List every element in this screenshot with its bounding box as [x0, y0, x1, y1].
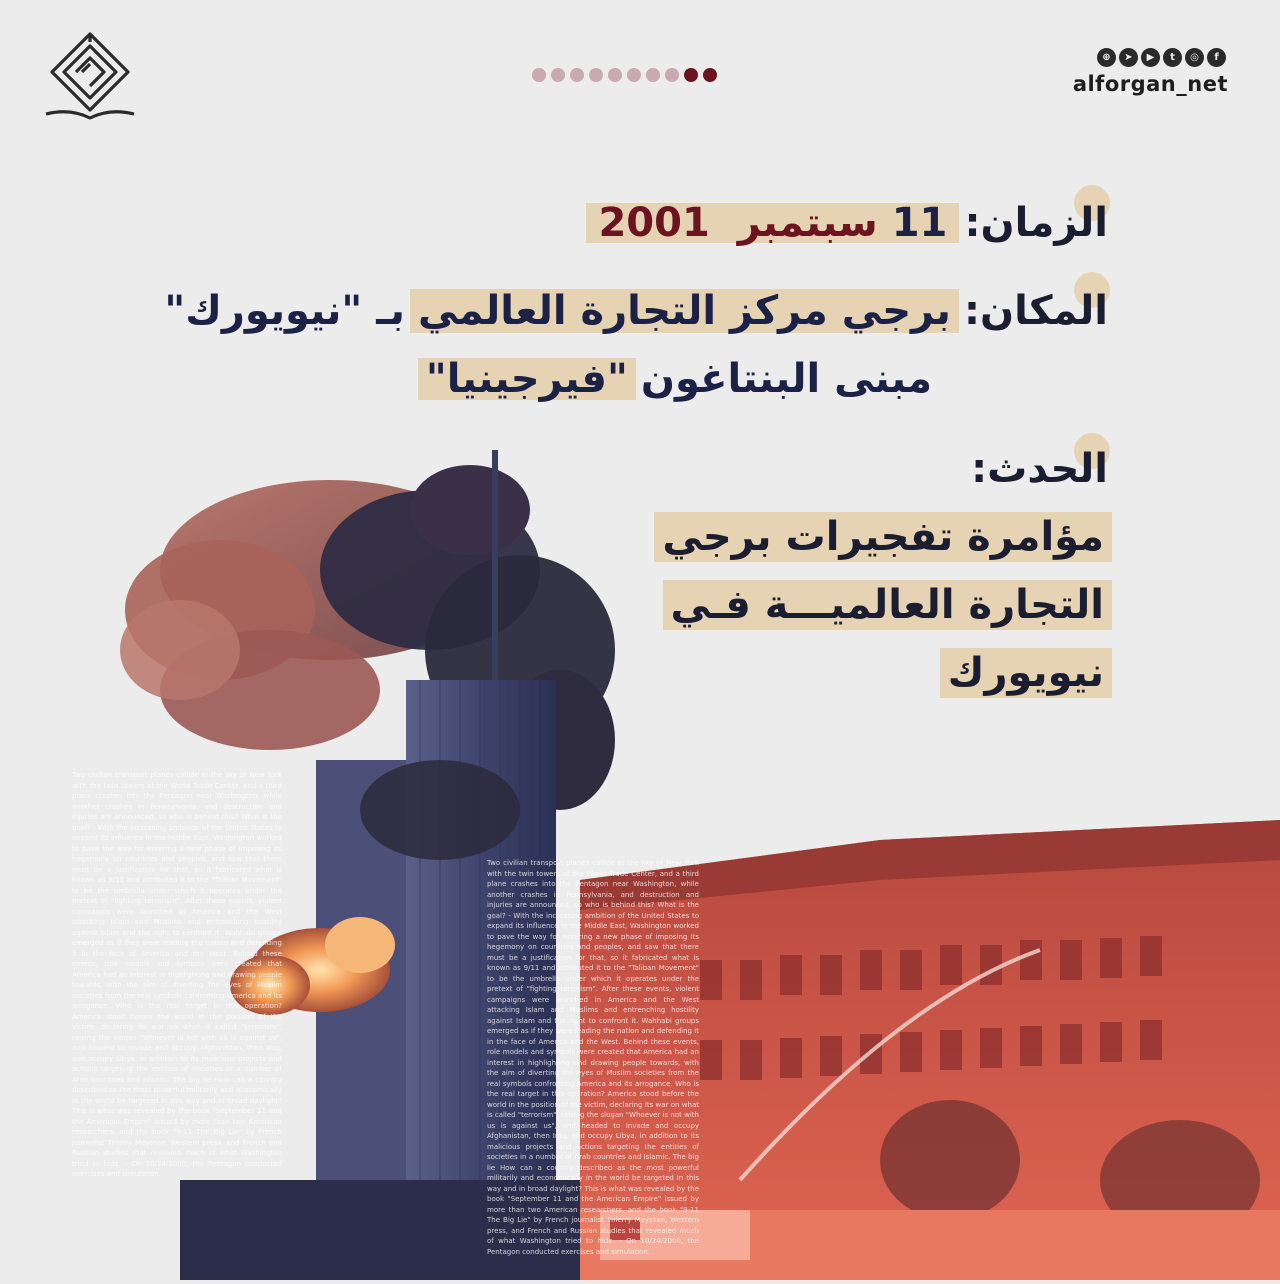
page-dot[interactable]: [589, 68, 603, 82]
page-dot[interactable]: [551, 68, 565, 82]
page-dot[interactable]: [532, 68, 546, 82]
place-row-1: [164, 288, 1108, 334]
instagram-icon[interactable]: ◎: [1185, 48, 1204, 67]
page-dot[interactable]: [703, 68, 717, 82]
time-month: سبتمبر: [737, 200, 878, 246]
place-row-2: [418, 356, 932, 402]
youtube-icon[interactable]: ▶: [1141, 48, 1160, 67]
event-line-3: نيويورك: [940, 648, 1112, 698]
page-dot[interactable]: [665, 68, 679, 82]
page-dot[interactable]: [608, 68, 622, 82]
event-lines: [654, 512, 1112, 698]
place-label: المكان:: [964, 288, 1108, 334]
alforgan-logo-icon: [42, 30, 138, 122]
place-newyork: بـ "نيويورك": [164, 288, 405, 334]
time-label: الزمان:: [964, 200, 1108, 246]
time-row: [586, 200, 1108, 246]
event-line-1: مؤامرة تفجيرات برجي: [654, 512, 1112, 562]
facebook-icon[interactable]: f: [1207, 48, 1226, 67]
twitter-icon[interactable]: t: [1163, 48, 1182, 67]
social-icons: [1097, 48, 1226, 67]
page-dot[interactable]: [684, 68, 698, 82]
web-icon[interactable]: ⊕: [1097, 48, 1116, 67]
antenna: [492, 450, 498, 680]
page-dot[interactable]: [570, 68, 584, 82]
event-label: الحدث:: [971, 446, 1108, 492]
page-dot[interactable]: [646, 68, 660, 82]
time-value: [586, 200, 959, 246]
event-line-2: التجارة العالميـــة فـي: [663, 580, 1113, 630]
page-indicator: [532, 68, 717, 82]
brand-handle: alforgan_net: [1072, 72, 1228, 96]
telegram-icon[interactable]: ➤: [1119, 48, 1138, 67]
time-year: 2001: [598, 200, 710, 246]
place-virginia: "فيرجينيا": [418, 358, 636, 400]
article-text-right: Two civilian transport planes collide in the sky of New York with the twin towers of the World Trade Center, and a third plane crashes into the Pentagon near Washington, while another crashes in Pennsylvania, and destruction and injuries are announced, so who is behind this? What is the goal? - With the increasing ambition of the United States to expand its influence in the Middle East, Washington worked to pave the way for entering a new phase of imposing its hegemony on countries and peoples, and saw that there must be a justification for that, so it fabricated what is known as 9/11 and attributed it to the "Taliban Movement" to be the umbrella under which it operates under the pretext of "fighting terrorism". After these events, violent campaigns were launched in America and the West attacking Islam and Muslims and entrenching hostility against Islam and the right to confront it. Wahhabi groups emerged as if they were leading the nation and defending it in the face of America and the West. Behind these events, role models and symbols were created that America had an interest in highlighting and drawing people towards, with the aim of diverting the eyes of Muslim societies from the real symbols confronting America and its arrogance. Who is the real target in this operation? America stood before the world in the position of the victim, declaring its war on what is called "terrorism", raising the slogan "Whoever is not with us is against us", and headed to invade and occupy Afghanistan, then Iraq, and occupy Libya, in addition to its malicious projects and actions targeting the entities of societies in a number of Arab countries and Islamic. The big lie How can a country described as the most powerful militarily and economically in the world be targeted in this way and in broad daylight? This is what was revealed by the book "September 11 and the American Empire" issued by more than two American researchers, and the book "9-11 The Big Lie" by French journalist Thierry Meyssan, Western press, and French and Russian studies that revealed much of what Washington tried to hide. - On 10/24/2000, the Pentagon conducted exercises and simulation.: [487, 859, 699, 1256]
article-text-left: Two civilian transport planes collide in the sky of New York with the twin towers of the World Trade Center, and a third plane crashes into the Pentagon near Washington, while another crashes in Pennsylvania, and destruction and injuries are announced, so who is behind this? What is the goal? - With the increasing ambition of the United States to expand its influence in the Middle East, Washington worked to pave the way for entering a new phase of imposing its hegemony on countries and peoples, and saw that there must be a justification for that, so it fabricated what is known as 9/11 and attributed it to the "Taliban Movement" to be the umbrella under which it operates under the pretext of "fighting terrorism". After these events, violent campaigns were launched in America and the West attacking Islam and Muslims and entrenching hostility against Islam and the right to confront it. Wahhabi groups emerged as if they were leading the nation and defending it in the face of America and the West. Behind these events, role models and symbols were created that America had an interest in highlighting and drawing people towards, with the aim of diverting the eyes of Muslim societies from the real symbols confronting America and its arrogance. Who is the real target in this operation? America stood before the world in the position of the victim, declaring its war on what is called "terrorism", raising the slogan "Whoever is not with us is against us", and headed to invade and occupy Afghanistan, then Iraq, and occupy Libya, in addition to its malicious projects and actions targeting the entities of societies in a number of Arab countries and Islamic. The big lie How can a country described as the most powerful militarily and economically in the world be targeted in this way and in broad daylight? This is what was revealed by the book "September 11 and the American Empire" issued by more than two American researchers, and the book "9-11 The Big Lie" by French journalist Thierry Meyssan, Western press, and French and Russian studies that revealed much of what Washington tried to hide. - On 10/24/2000, the Pentagon conducted exercises and simulation.: [72, 771, 282, 1178]
place-pentagon: مبنى البنتاغون: [640, 356, 932, 402]
page-dot[interactable]: [627, 68, 641, 82]
time-day: 11: [891, 200, 948, 246]
place-towers: برجي مركز التجارة العالمي: [410, 289, 959, 333]
